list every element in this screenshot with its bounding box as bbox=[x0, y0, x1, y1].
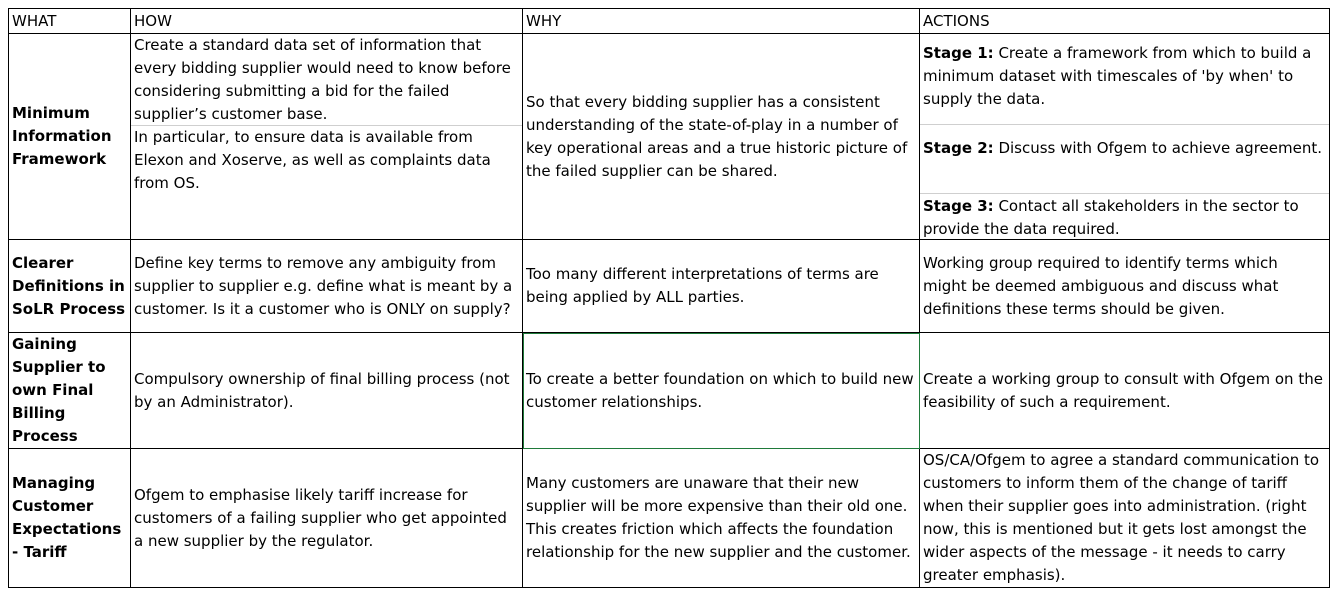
stage-text: Create a framework from which to build a minimum dataset with timescales of 'by when' to supply the data. bbox=[923, 44, 1312, 108]
header-row bbox=[9, 9, 1330, 34]
stage-label: Stage 1: bbox=[923, 44, 994, 62]
header-what: WHAT bbox=[9, 9, 131, 34]
stage-item bbox=[920, 34, 1329, 124]
actions-table bbox=[8, 8, 1330, 588]
actions-cell: Create a working group to consult with Ofgem on the feasibility of such a requirement. bbox=[920, 333, 1330, 449]
stage-label: Stage 2: bbox=[923, 139, 994, 157]
table-row bbox=[9, 333, 1330, 449]
how-cell: Define key terms to remove any ambiguity from supplier to supplier e.g. define what is meant by a customer. Is it a customer who is ONLY on supply? bbox=[131, 240, 523, 333]
how-cell bbox=[131, 34, 523, 240]
actions-cell: Working group required to identify terms which might be deemed ambiguous and discuss what definitions these terms should be given. bbox=[920, 240, 1330, 333]
actions-cell: OS/CA/Ofgem to agree a standard communication to customers to inform them of the change of tariff when their supplier goes into administration. (right now, this is mentioned but it gets lost amongst the wider aspects of the message - it needs to carry greater emphasis). bbox=[920, 449, 1330, 588]
what-cell: Minimum Information Framework bbox=[9, 34, 131, 240]
stage-text: Discuss with Ofgem to achieve agreement. bbox=[993, 139, 1322, 157]
why-cell: Too many different interpretations of terms are being applied by ALL parties. bbox=[523, 240, 920, 333]
header-actions: ACTIONS bbox=[920, 9, 1330, 34]
why-cell: So that every bidding supplier has a consistent understanding of the state-of-play in a number of key operational areas and a true historic picture of the failed supplier can be shared. bbox=[523, 34, 920, 240]
table-row bbox=[9, 449, 1330, 588]
table-row bbox=[9, 240, 1330, 333]
actions-cell bbox=[920, 34, 1330, 240]
stage-item bbox=[920, 124, 1329, 193]
stage-label: Stage 3: bbox=[923, 197, 994, 215]
header-why: WHY bbox=[523, 9, 920, 34]
header-how: HOW bbox=[131, 9, 523, 34]
stage-item bbox=[920, 193, 1329, 239]
table-row bbox=[9, 34, 1330, 240]
how-paragraph: Create a standard data set of information that every bidding supplier would need to know before considering submitting a bid for the failed supplier’s customer base. bbox=[134, 36, 511, 123]
why-cell: Many customers are unaware that their new supplier will be more expensive than their old one. This creates friction which affects the foundation relationship for the new supplier and the customer. bbox=[523, 449, 920, 588]
what-cell: Clearer Definitions in SoLR Process bbox=[9, 240, 131, 333]
what-cell: Gaining Supplier to own Final Billing Process bbox=[9, 333, 131, 449]
how-cell: Compulsory ownership of final billing process (not by an Administrator). bbox=[131, 333, 523, 449]
what-cell: Managing Customer Expectations - Tariff bbox=[9, 449, 131, 588]
stage-text: Contact all stakeholders in the sector to provide the data required. bbox=[923, 197, 1299, 238]
why-cell-selected[interactable]: To create a better foundation on which to build new customer relationships. bbox=[523, 333, 920, 449]
how-paragraph: In particular, to ensure data is available from Elexon and Xoserve, as well as complaints data from OS. bbox=[131, 125, 522, 195]
how-cell: Ofgem to emphasise likely tariff increase for customers of a failing supplier who get appointed a new supplier by the regulator. bbox=[131, 449, 523, 588]
